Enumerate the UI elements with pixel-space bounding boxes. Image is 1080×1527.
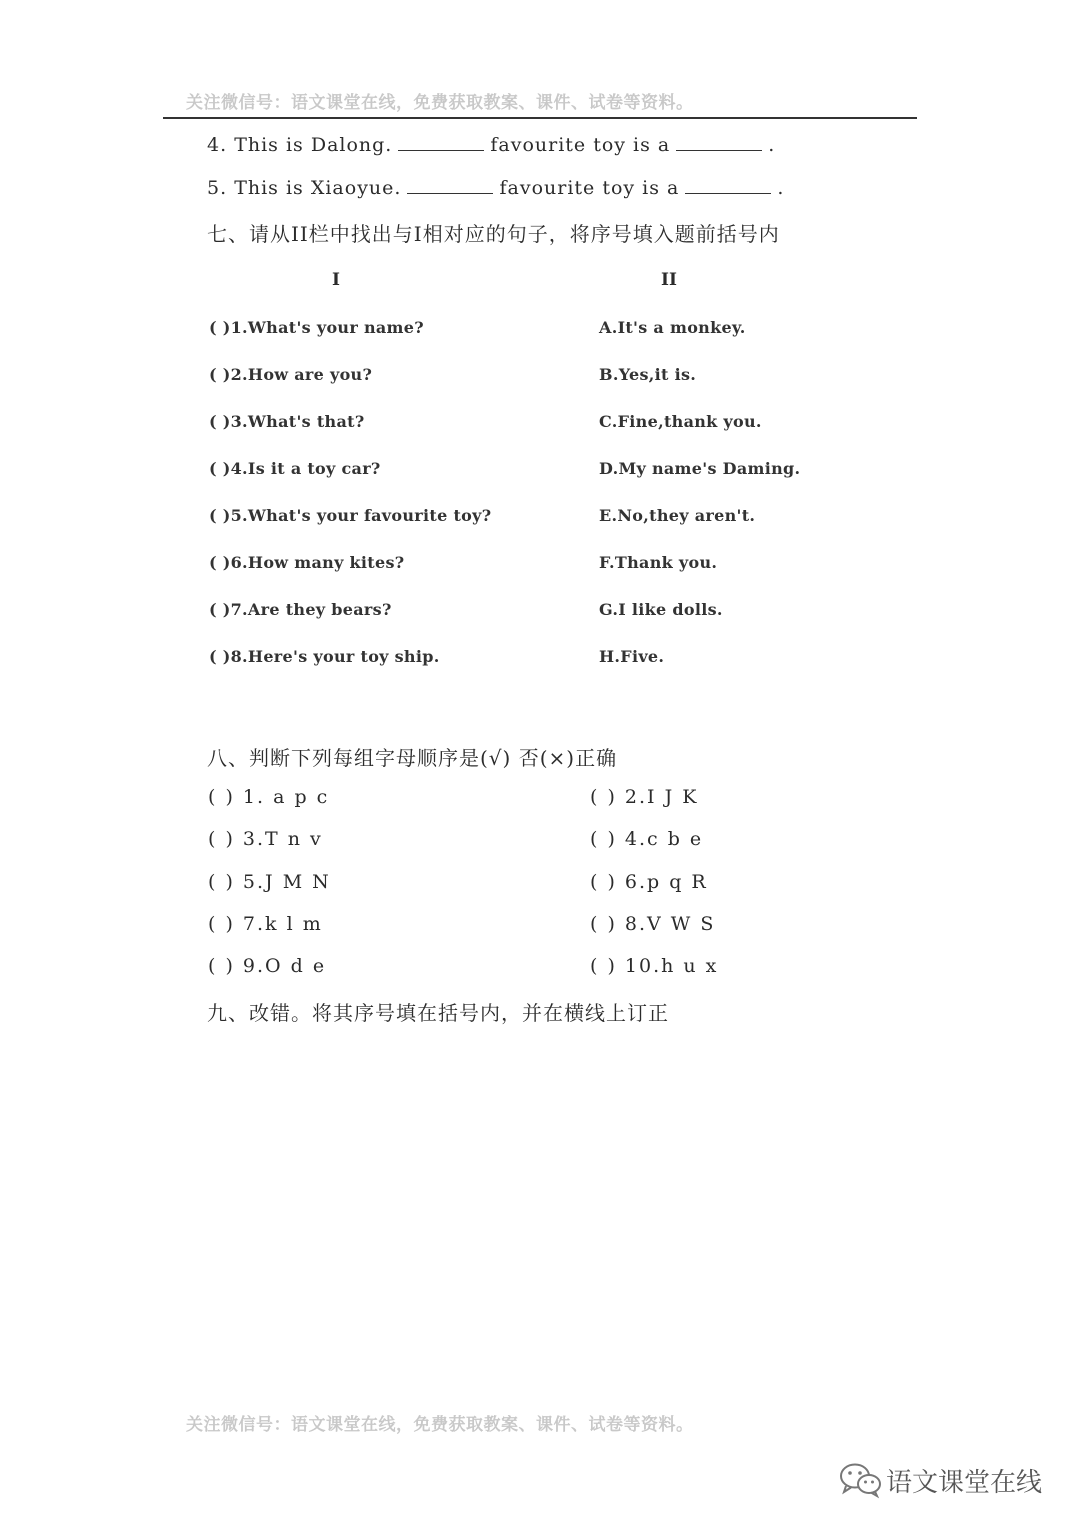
match-question: ( )1.What's your name? [209,318,424,337]
fill-question-5 [207,177,784,199]
match-answer: H.Five. [599,647,665,666]
column-ii-header: II [661,270,677,290]
section-7-heading: 七、请从II栏中找出与I相对应的句子，将序号填入题前括号内 [207,222,780,246]
match-answer: A.It's a monkey. [599,318,746,337]
fill-question-4 [207,134,775,156]
section-8-heading: 八、判断下列每组字母顺序是(√) 否(×)正确 [207,746,618,770]
judge-item: ( ) 1. a p c [208,786,330,808]
judge-item: ( ) 8.V W S [590,913,716,935]
wechat-icon [838,1460,884,1500]
q4-end: . [768,134,776,156]
brand-name: 语文课堂在线 [886,1468,1043,1498]
q5-middle: favourite toy is a [499,177,680,199]
q5-number: 5. [207,177,228,199]
match-answer: B.Yes,it is. [599,365,697,384]
match-answer: F.Thank you. [599,553,718,572]
q4-number: 4. [207,134,228,156]
watermark-bottom: 关注微信号：语文课堂在线，免费获取教案、课件、试卷等资料。 [186,1415,694,1435]
match-question: ( )8.Here's your toy ship. [209,647,440,666]
header-rule [163,117,917,119]
judge-item: ( ) 5.J M N [208,871,331,893]
match-question: ( )3.What's that? [209,412,365,431]
q4-blank-1[interactable] [398,149,484,151]
q5-blank-2[interactable] [685,192,771,194]
match-question: ( )5.What's your favourite toy? [209,506,492,525]
match-answer: C.Fine,thank you. [599,412,762,431]
match-answer: E.No,they aren't. [599,506,756,525]
column-i-header: I [332,270,340,290]
match-answer: G.I like dolls. [599,600,723,619]
q5-prefix: This is Xiaoyue. [234,177,402,199]
judge-item: ( ) 10.h u x [590,955,719,977]
judge-item: ( ) 4.c b e [590,828,704,850]
q5-end: . [777,177,785,199]
match-question: ( )4.Is it a toy car? [209,459,381,478]
q4-middle: favourite toy is a [490,134,671,156]
section-9-heading: 九、改错。将其序号填在括号内，并在横线上订正 [207,1001,669,1025]
q5-blank-1[interactable] [407,192,493,194]
judge-item: ( ) 7.k l m [208,913,323,935]
judge-item: ( ) 3.T n v [208,828,323,850]
match-question: ( )6.How many kites? [209,553,405,572]
q4-blank-2[interactable] [676,149,762,151]
judge-item: ( ) 9.O d e [208,955,327,977]
watermark-top: 关注微信号：语文课堂在线，免费获取教案、课件、试卷等资料。 [186,93,694,113]
match-answer: D.My name's Daming. [599,459,801,478]
match-question: ( )7.Are they bears? [209,600,392,619]
judge-item: ( ) 6.p q R [590,871,708,893]
judge-item: ( ) 2.I J K [590,786,699,808]
q4-prefix: This is Dalong. [234,134,393,156]
match-question: ( )2.How are you? [209,365,373,384]
